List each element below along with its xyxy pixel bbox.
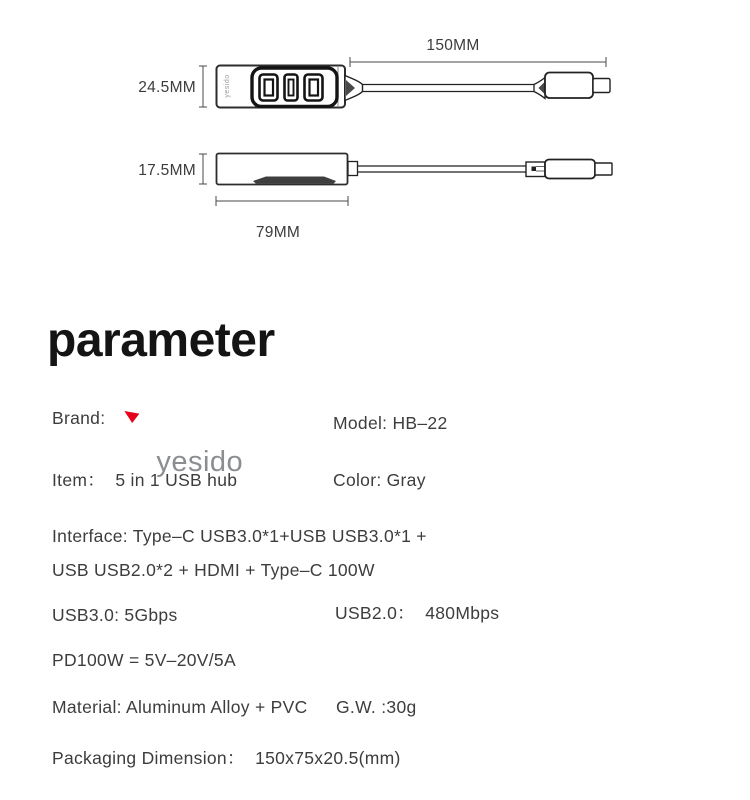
spec-item: Item： 5 in 1 USB hub [52, 470, 238, 490]
cable-length-dimension [350, 57, 606, 67]
usb-port-icon [260, 75, 278, 101]
cable-top-view [363, 85, 535, 92]
brand-logo-text: yesido [156, 445, 244, 478]
dim-label-hub-height: 24.5MM [138, 79, 196, 96]
usb-c-plug-top [545, 73, 593, 99]
side-height-dimension [199, 154, 207, 184]
spec-usb30: USB3.0: 5Gbps [52, 605, 178, 625]
spec-pd: PD100W = 5V–20V/5A [52, 650, 236, 670]
dim-label-cable-length: 150MM [426, 37, 480, 54]
side-view [138, 154, 612, 242]
brand-label: Brand: [52, 408, 106, 428]
logo-triangle-icon [124, 411, 139, 423]
spec-color: Color: Gray [333, 470, 426, 490]
spec-packaging-dimension: Packaging Dimension： 150x75x20.5(mm) [52, 748, 401, 768]
dim-label-side-height: 17.5MM [138, 162, 196, 179]
spec-interface-line2: USB USB2.0*2 + HDMI + Type–C 100W [52, 560, 375, 580]
dim-label-hub-width: 79MM [255, 224, 301, 241]
usb-c-tip-side [595, 163, 612, 175]
cable-stub [348, 162, 358, 176]
spec-usb20: USB2.0： 480Mbps [335, 603, 500, 623]
hub-body-logo: yesido [224, 74, 231, 98]
usb-c-tip-top [593, 79, 610, 93]
product-diagram [0, 0, 750, 260]
hub-bottom-slot [253, 177, 336, 184]
cable-side-view [358, 166, 527, 172]
usb-port-icon [285, 75, 298, 101]
spec-model: Model: HB–22 [333, 413, 448, 433]
hub-width-dimension [216, 196, 348, 206]
spec-gross-weight: G.W. :30g [336, 697, 417, 717]
usb-c-plug-side [545, 160, 595, 179]
page-title: parameter [47, 314, 275, 367]
spec-material: Material: Aluminum Alloy + PVC [52, 697, 308, 717]
top-view [138, 37, 610, 108]
hub-height-dimension [199, 66, 207, 107]
collar-dot [532, 167, 537, 172]
spec-interface-line1: Interface: Type–C USB3.0*1+USB USB3.0*1 + [52, 526, 427, 546]
usb-port-icon [305, 75, 323, 101]
